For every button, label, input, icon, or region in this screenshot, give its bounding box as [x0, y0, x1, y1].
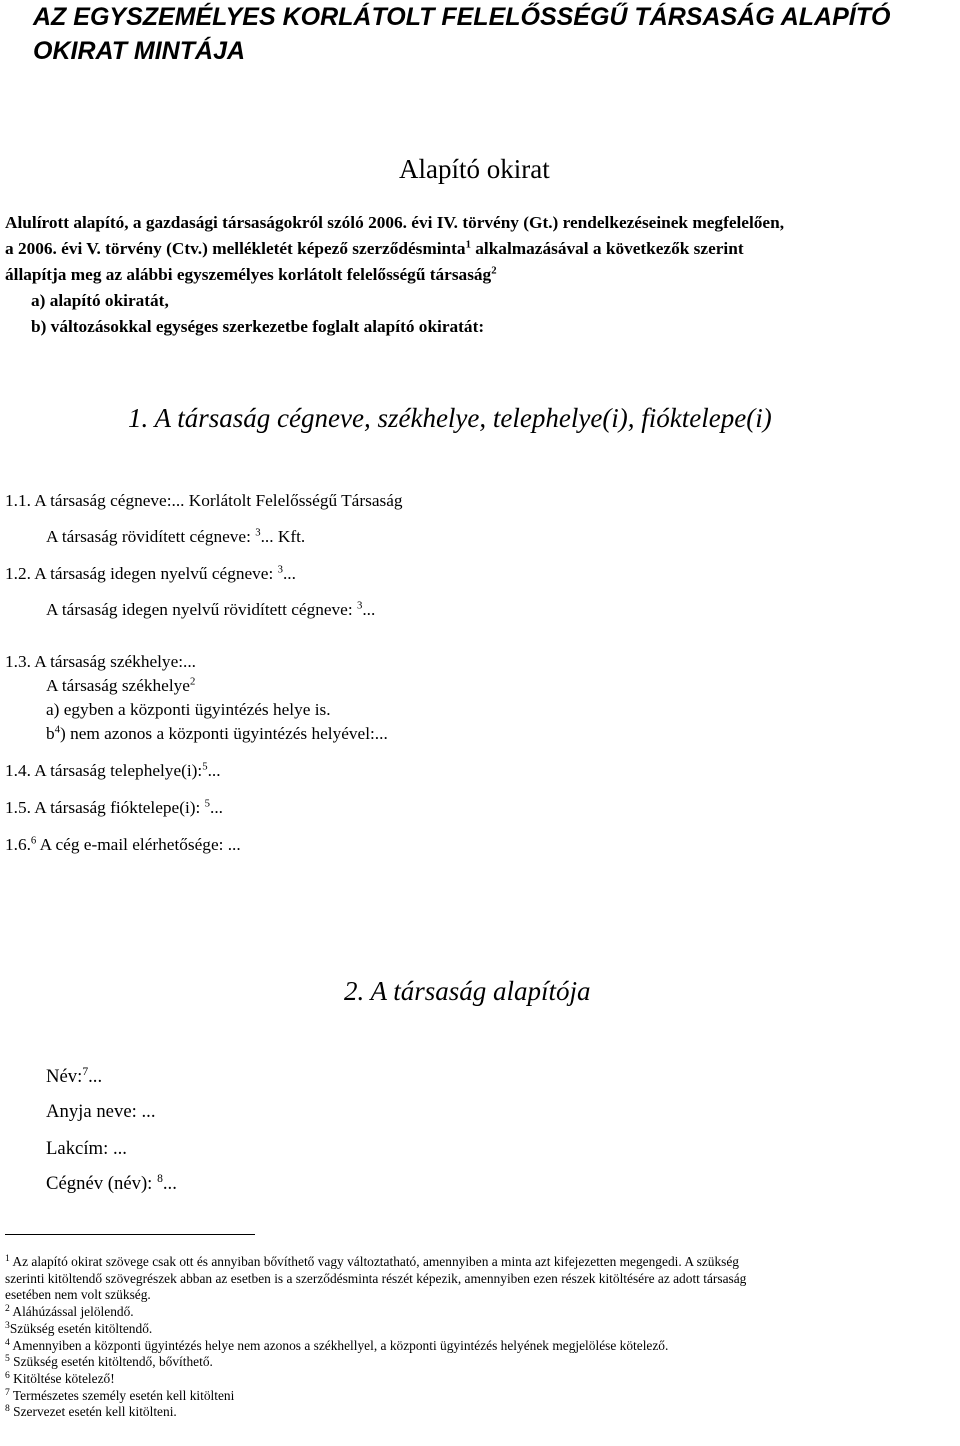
intro-line: Alulírott alapító, a gazdasági társaságokról szóló 2006. évi IV. törvény (Gt.) rendelkezéseinek megfelelően,	[5, 213, 785, 232]
intro-paragraph	[5, 210, 953, 340]
founder-company-line: Cégnév (név): $^8$...	[46, 1171, 177, 1194]
document-title: AZ EGYSZEMÉLYES KORLÁTOLT FELELŐSSÉGŰ TÁRSASÁG ALAPÍTÓ OKIRAT MINTÁJA	[33, 3, 891, 65]
intro-option-a: a) alapító okiratát,	[31, 291, 169, 310]
section-2-heading: 2. A társaság alapítója	[344, 976, 591, 1006]
branch-office-line: 1.5. A társaság fióktelepe(i): $^5$...	[5, 797, 223, 817]
footnote-separator	[5, 1234, 255, 1235]
founder-name-line: Név:$^7$...	[46, 1064, 103, 1087]
seat-line: 1.3. A társaság székhelye:...	[5, 652, 197, 671]
intro-option-b: b) változásokkal egységes szerkezetbe foglalt alapító okiratát:	[31, 317, 485, 336]
foreign-name-line: 1.2. A társaság idegen nyelvű cégneve: $^3$...	[5, 563, 296, 583]
branch-site-line: 1.4. A társaság telephelye(i):$^5$...	[5, 760, 221, 780]
footnote-5: $^5$ Szükség esetén kitöltendő, bővíthető.	[5, 1353, 213, 1370]
seat-type-line: A társaság székhelye$^2$	[46, 675, 196, 695]
founder-address-line: Lakcím: ...	[46, 1138, 127, 1159]
founder-mother-line: Anyja neve: ...	[46, 1101, 156, 1122]
intro-line: a 2006. évi V. törvény (Ctv.) mellékletét képező szerződésminta$^1$ alkalmazásával a következők szerint	[5, 238, 744, 258]
seat-option-b: $b^4$) nem azonos a központi ügyintézés helyével:...	[46, 723, 388, 743]
footnotes	[5, 1254, 953, 1421]
footnote-6: $^6$ Kitöltése kötelező!	[5, 1370, 115, 1386]
footnote-ref: 2	[491, 264, 497, 277]
footnote-1-cont: szerinti kitöltendő szövegrészek abban az esetben is a szerződésminta részét képezik, amennyiben ezen részek kitöltésére az adott társaság	[5, 1270, 747, 1286]
footnote-ref: 1	[465, 238, 471, 251]
footnote-8: $^8$ Szervezet esetén kell kitölteni.	[5, 1403, 177, 1420]
email-line: 1.6.$^6$ A cég e-mail elérhetősége: ...	[5, 834, 241, 854]
footnote-4: $^4$ Amennyiben a központi ügyintézés helye nem azonos a székhellyel, a központi ügyintézés helyének megjelölése kötelező.	[5, 1336, 669, 1353]
footnote-3: $^3$Szükség esetén kitöltendő.	[5, 1320, 153, 1336]
company-name-line: 1.1. A társaság cégneve:... Korlátolt Felelősségű Társaság	[5, 491, 403, 510]
footnote-1: $^1$ Az alapító okirat szövege csak ott és annyiban bővíthető vagy változtatható, amennyiben a minta azt kifejezetten megengedi. A szükség	[5, 1253, 739, 1269]
footnote-7: $^7$ Természetes személy esetén kell kitölteni	[5, 1386, 235, 1403]
foreign-short-name-line: A társaság idegen nyelvű rövidített cégneve: $^3$...	[46, 599, 376, 619]
section-1-heading: 1. A társaság cégneve, székhelye, telephelye(i), fióktelepe(i)	[128, 403, 772, 433]
intro-line: állapítja meg az alábbi egyszemélyes korlátolt felelősségű társaság$^2$	[5, 264, 497, 284]
short-name-line: A társaság rövidített cégneve: $^3$... Kft.	[46, 526, 306, 546]
footnote-1-cont: esetében nem volt szükség.	[5, 1287, 151, 1303]
seat-option-a: a) egyben a központi ügyintézés helye is.	[46, 700, 331, 719]
footnote-2: $^2$ Aláhúzással jelölendő.	[5, 1303, 134, 1320]
document-heading: Alapító okirat	[399, 154, 550, 184]
